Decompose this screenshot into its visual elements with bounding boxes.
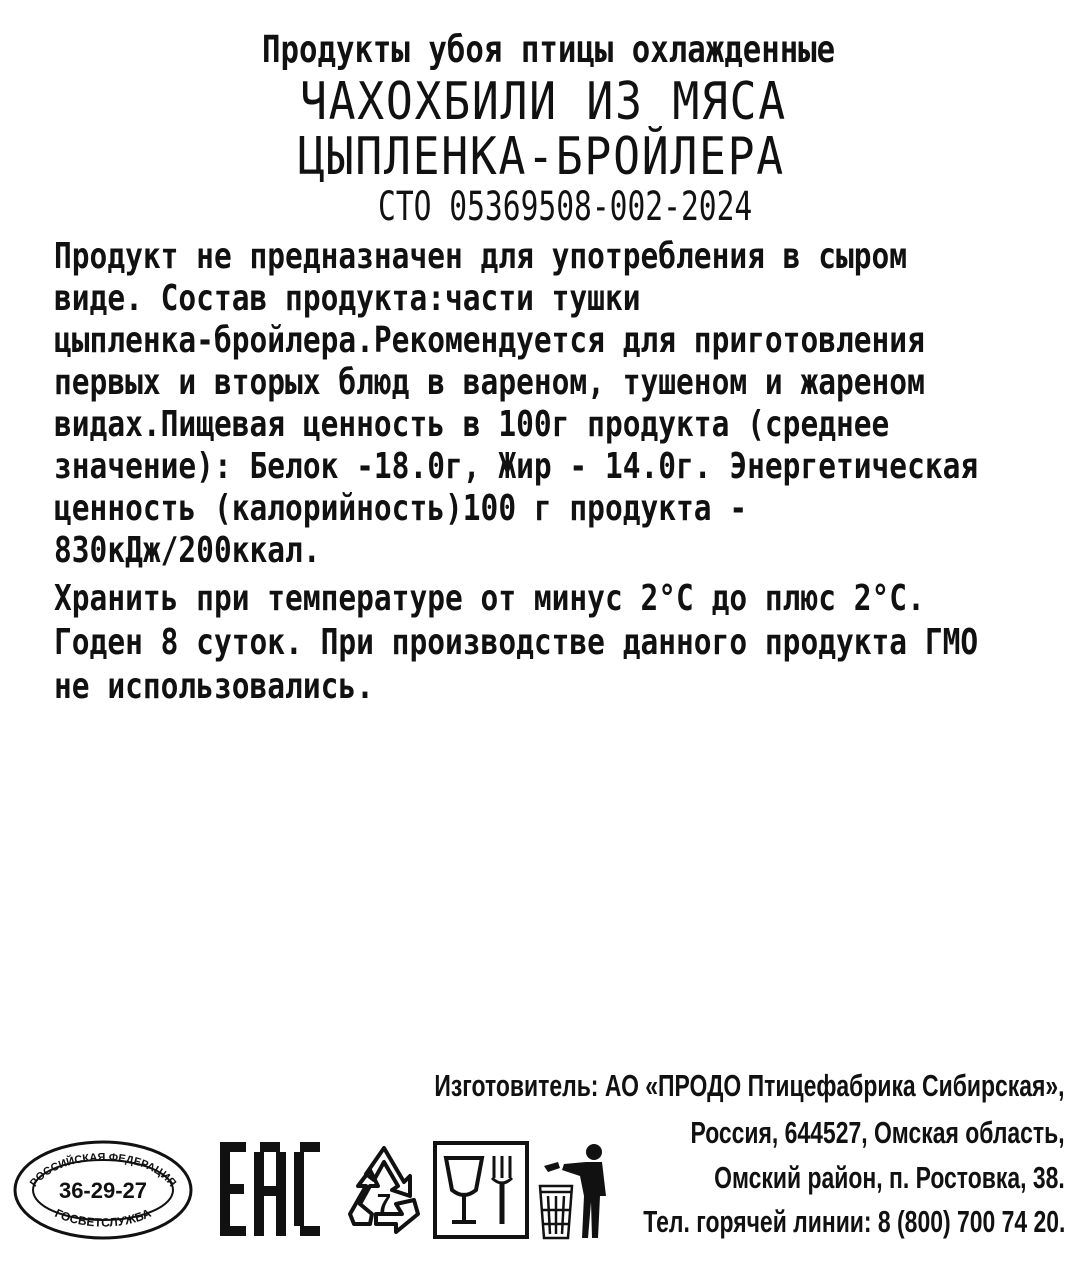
svg-text:ГОСВЕТСЛУЖБА (53, 1206, 154, 1230)
product-title-line-1: ЧАХОХБИЛИ ИЗ МЯСА (300, 72, 787, 132)
product-title-line-2: ЦЫПЛЕНКА-БРОЙЛЕРА (298, 127, 785, 187)
product-standard: СТО 05369508-002-2024 (378, 184, 753, 230)
storage-line: Хранить при температуре от минус 2°C до плюс 2°C. (54, 578, 925, 619)
stamp-bottom-text: ГОСВЕТСЛУЖБА (52, 1205, 154, 1230)
description-line: первых и вторых блюд в вареном, тушеном и жареном (54, 362, 925, 403)
gmo-line: не использовались. (54, 666, 374, 707)
description-line: видах.Пищевая ценность в 100г продукта (среднее (54, 404, 890, 445)
hotline-phone: Тел. горячей линии: 8 (800) 700 74 20. (642, 1204, 1065, 1239)
description-line: виде. Состав продукта:части тушки (54, 278, 641, 319)
manufacturer-address: Омский район, п. Ростовка, 38. (714, 1160, 1065, 1195)
manufacturer-country: Россия, 644527, Омская область, (690, 1115, 1065, 1150)
manufacturer-name: Изготовитель: АО «ПРОДО Птицефабрика Сибирская», (434, 1068, 1065, 1103)
tidyman-bin-icon (536, 1140, 616, 1244)
description-line: ценность (калорийность)100 г продукта - (54, 488, 748, 529)
food-grade-glass-fork-icon (432, 1140, 530, 1240)
description-line: 830кДж/200ккал. (54, 530, 321, 571)
stamp-top-text: РОССИЙСКАЯ ФЕДЕРАЦИЯ (27, 1151, 179, 1190)
description-line: Продукт не предназначен для употребления в сыром (54, 236, 908, 277)
product-category: Продукты убоя птицы охлажденные (262, 28, 836, 71)
vet-stamp-icon (10, 1138, 196, 1242)
recycle-number: 7 (376, 1188, 392, 1218)
eac-mark-icon (216, 1138, 322, 1240)
description-line: значение): Белок -18.0г, Жир - 14.0г. Энергетическая (54, 446, 979, 487)
shelf-life-line: Годен 8 суток. При производстве данного продукта ГМО (54, 622, 979, 663)
recycle-7-icon (340, 1140, 428, 1240)
stamp-code: 36-29-27 (58, 1178, 148, 1203)
description-line: цыпленка-бройлера.Рекомендуется для приготовления (54, 320, 925, 361)
